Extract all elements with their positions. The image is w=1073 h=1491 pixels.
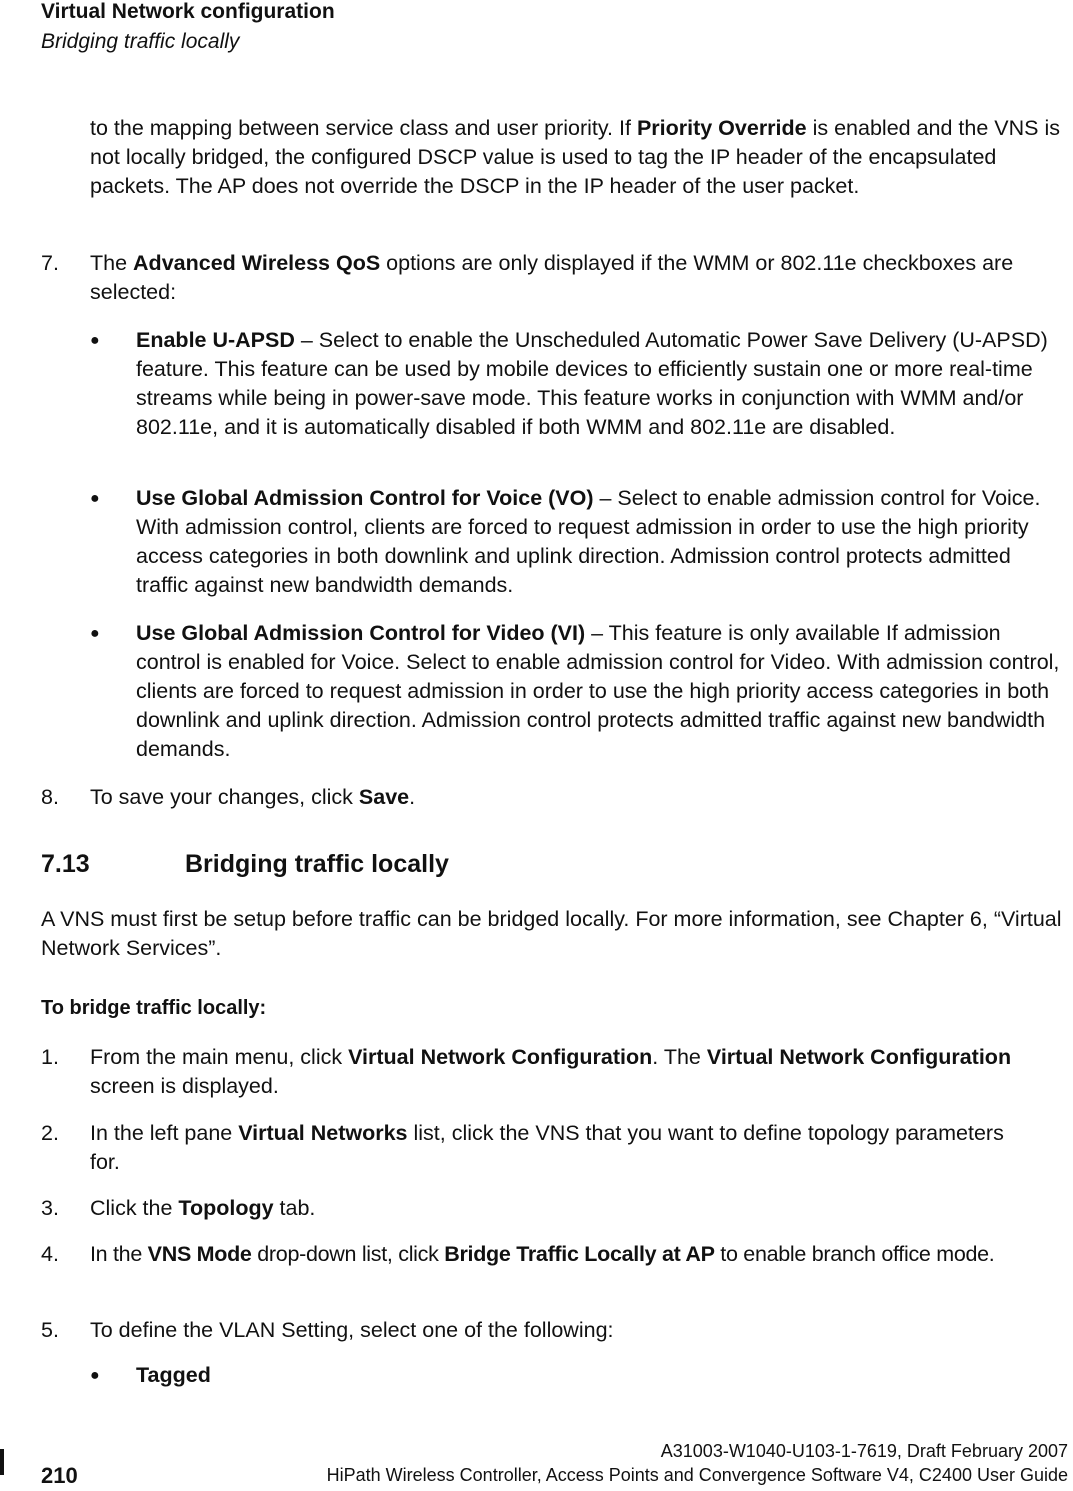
step-text xyxy=(90,249,1030,307)
step-text xyxy=(90,783,1030,812)
step-bold-1: VNS Mode xyxy=(147,1242,252,1266)
intro-text-1: to the mapping between service class and user priority. If xyxy=(90,116,637,140)
footer-change-bar xyxy=(0,1449,4,1475)
step-text-1: To save your changes, click xyxy=(90,785,359,809)
step-text-3: to enable branch office mode. xyxy=(714,1242,995,1266)
bullet-body: – Select to enable the Unscheduled Automatic Power Save Delivery (U-APSD) feature. This feature can be used by mobile devices to efficiently sustain one or more real-time streams while being in power-save mode. This feature works in conjunction with WMM and/or 802.11e, and it is automatically disabled if both WMM and 802.11e are disabled. xyxy=(136,328,1048,439)
step-bold-2: Virtual Network Configuration xyxy=(706,1045,1012,1069)
step-text xyxy=(90,1240,1070,1269)
section-intro: A VNS must first be setup before traffic can be bridged locally. For more information, see Chapter 6, “Virtual Network Services”. xyxy=(41,907,1062,960)
bullet-text xyxy=(136,1361,211,1390)
step-text-1: Click the xyxy=(90,1196,179,1220)
step-number: 4. xyxy=(41,1242,59,1266)
bullet-icon: ● xyxy=(90,332,100,349)
intro-text-2: is enabled and the VNS is not locally bridged, the configured DSCP value is used to tag the IP header of the encapsulated packets. The AP does not override the DSCP in the IP header of the user packet. xyxy=(90,116,1061,198)
bullet-icon: ● xyxy=(90,625,100,642)
step-text-3: screen is displayed. xyxy=(90,1074,279,1098)
step-bold-2: Bridge Traffic Locally at AP xyxy=(444,1242,715,1266)
step-bold-1: Virtual Networks xyxy=(238,1121,408,1145)
step-text xyxy=(90,1043,1050,1101)
step-bold-1: Save xyxy=(358,785,410,809)
bullet-body: – Select to enable admission control for Voice. With admission control, clients are forced to request admission in order to use the high priority access categories in both downlink and uplink direction. Admission control protects admitted traffic against new bandwidth demands. xyxy=(136,486,1041,597)
step-text-1: From the main menu, click xyxy=(90,1045,349,1069)
bullet-bold: Tagged xyxy=(136,1363,211,1387)
step-bold-1: Virtual Network Configuration xyxy=(348,1045,653,1069)
section-number: 7.13 xyxy=(41,850,90,878)
bullet-bold: Use Global Admission Control for Video (VI) xyxy=(136,621,586,645)
step-text xyxy=(90,1194,1030,1223)
bullet-icon: ● xyxy=(90,490,100,507)
step-text-1: The xyxy=(90,251,134,275)
step-text-2: options are only displayed if the WMM or 802.11e checkboxes are selected: xyxy=(90,251,1014,304)
step-text-2: . The xyxy=(652,1045,707,1069)
step-text-2: drop-down list, click xyxy=(251,1242,445,1266)
step-text-2: list, click the VNS that you want to define topology parameters for. xyxy=(90,1121,1004,1174)
step-bold-1: Advanced Wireless QoS xyxy=(133,251,381,275)
step-number: 1. xyxy=(41,1045,59,1069)
step-text xyxy=(90,1119,1030,1177)
header-title: Virtual Network configuration xyxy=(41,0,335,23)
bullet-text xyxy=(136,619,1068,764)
bullet-body: – This feature is only available If admission control is enabled for Voice. Select to enable admission control for Video. With admission control, clients are forced to request admission in order to use the high priority access categories in both downlink and uplink direction. Admission control protects admitted traffic against new bandwidth demands. xyxy=(136,621,1060,761)
step-text-1: In the xyxy=(90,1242,148,1266)
step-text-2: tab. xyxy=(273,1196,316,1220)
header-subtitle: Bridging traffic locally xyxy=(41,30,240,53)
step-number: 3. xyxy=(41,1196,59,1220)
footer-doc-title: HiPath Wireless Controller, Access Points and Convergence Software V4, C2400 User Guide xyxy=(326,1465,1068,1485)
footer-doc-id: A31003-W1040-U103-1-7619, Draft February 2007 xyxy=(660,1441,1068,1461)
intro-bold-1: Priority Override xyxy=(636,116,807,140)
bullet-bold: Enable U-APSD xyxy=(136,328,295,352)
step-number: 8. xyxy=(41,785,59,809)
procedure-title: To bridge traffic locally: xyxy=(41,997,267,1019)
bullet-icon: ● xyxy=(90,1367,100,1384)
step-text-1: In the left pane xyxy=(90,1121,239,1145)
intro-paragraph xyxy=(90,114,1068,201)
step-text-2: . xyxy=(409,785,416,809)
section-title: Bridging traffic locally xyxy=(185,850,449,878)
footer-page-number: 210 xyxy=(41,1463,78,1488)
step-text: To define the VLAN Setting, select one of the following: xyxy=(90,1318,614,1342)
step-number: 5. xyxy=(41,1318,59,1342)
bullet-bold: Use Global Admission Control for Voice (VO) xyxy=(136,486,594,510)
step-number: 2. xyxy=(41,1121,59,1145)
step-number: 7. xyxy=(41,251,59,275)
bullet-text xyxy=(136,326,1068,442)
bullet-text xyxy=(136,484,1068,600)
step-bold-1: Topology xyxy=(178,1196,274,1220)
